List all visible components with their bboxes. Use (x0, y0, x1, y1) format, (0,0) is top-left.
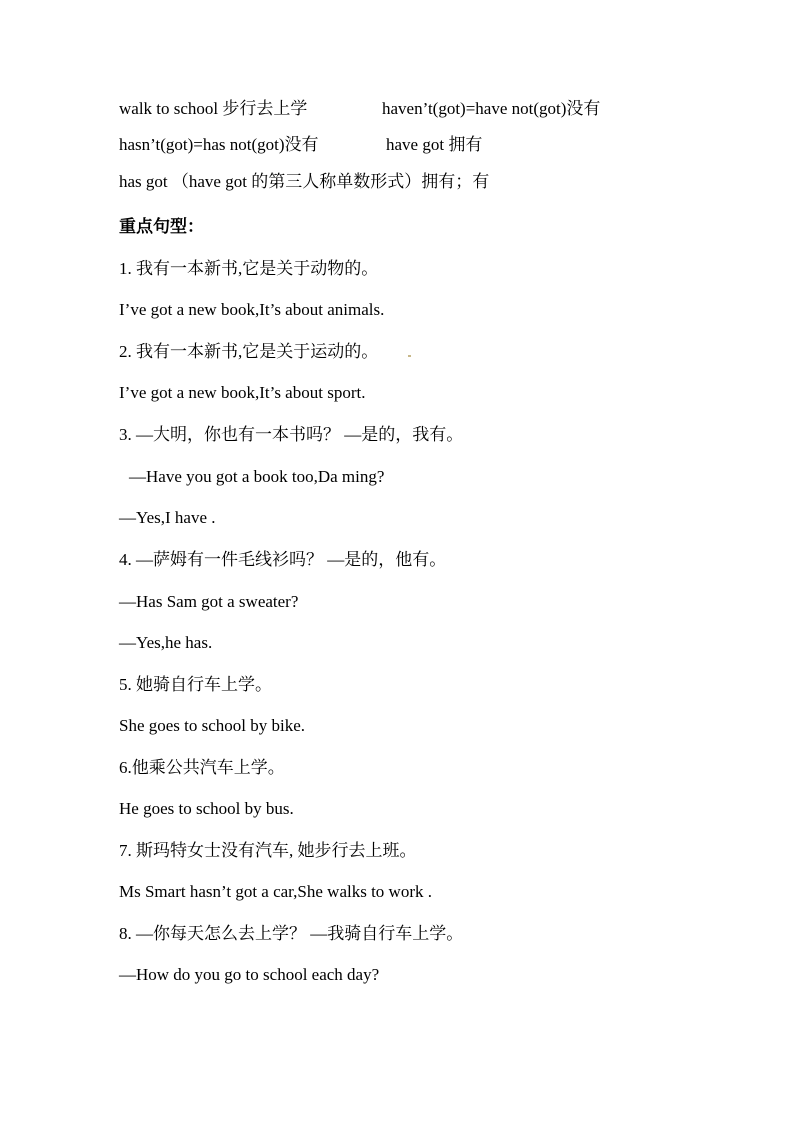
sentence-2-english: I’ve got a new book,It’s about sport. (119, 383, 366, 402)
sentence-1-chinese: 1. 我有一本新书,它是关于动物的。 (119, 259, 379, 278)
sentence-3-chinese: 3. —大明，你也有一本书吗？ —是的，我有。 (119, 425, 464, 444)
sentence-7-english: Ms Smart hasn’t got a car,She walks to work . (119, 882, 432, 901)
sentence-2-chinese: 2. 我有一本新书,它是关于运动的。 (119, 342, 379, 361)
stray-mark (408, 355, 411, 357)
section-heading: 重点句型： (119, 217, 204, 236)
vocab-row-1 (119, 98, 601, 120)
sentence-6-chinese: 6.他乘公共汽车上学。 (119, 758, 285, 777)
sentence-1-english: I’ve got a new book,It’s about animals. (119, 300, 385, 319)
sentence-4-answer: —Yes,he has. (119, 633, 213, 652)
sentence-4-question: —Has Sam got a sweater? (119, 592, 299, 611)
sentence-4-chinese: 4. —萨姆有一件毛线衫吗？ —是的，他有。 (119, 550, 447, 569)
sentence-3-answer: —Yes,I have . (119, 508, 216, 527)
sentence-3-question: —Have you got a book too,Da ming? (129, 467, 385, 486)
sentence-5-chinese: 5. 她骑自行车上学。 (119, 675, 272, 694)
vocab-have-got: have got 拥有 (386, 135, 483, 154)
vocab-havent-got: haven’t(got)=have not(got)没有 (382, 99, 601, 118)
sentence-7-chinese: 7. 斯玛特女士没有汽车, 她步行去上班。 (119, 841, 417, 860)
vocab-walk-to-school: walk to school 步行去上学 (119, 99, 308, 118)
sentence-6-english: He goes to school by bus. (119, 799, 294, 818)
vocab-row-2 (119, 134, 483, 156)
sentence-8-question: —How do you go to school each day? (119, 965, 380, 984)
sentence-5-english: She goes to school by bike. (119, 716, 306, 735)
sentence-8-chinese: 8. —你每天怎么去上学？ —我骑自行车上学。 (119, 924, 464, 943)
vocab-has-got: has got （have got 的第三人称单数形式）拥有；有 (119, 172, 490, 191)
vocab-hasnt-got: hasn’t(got)=has not(got)没有 (119, 135, 319, 154)
